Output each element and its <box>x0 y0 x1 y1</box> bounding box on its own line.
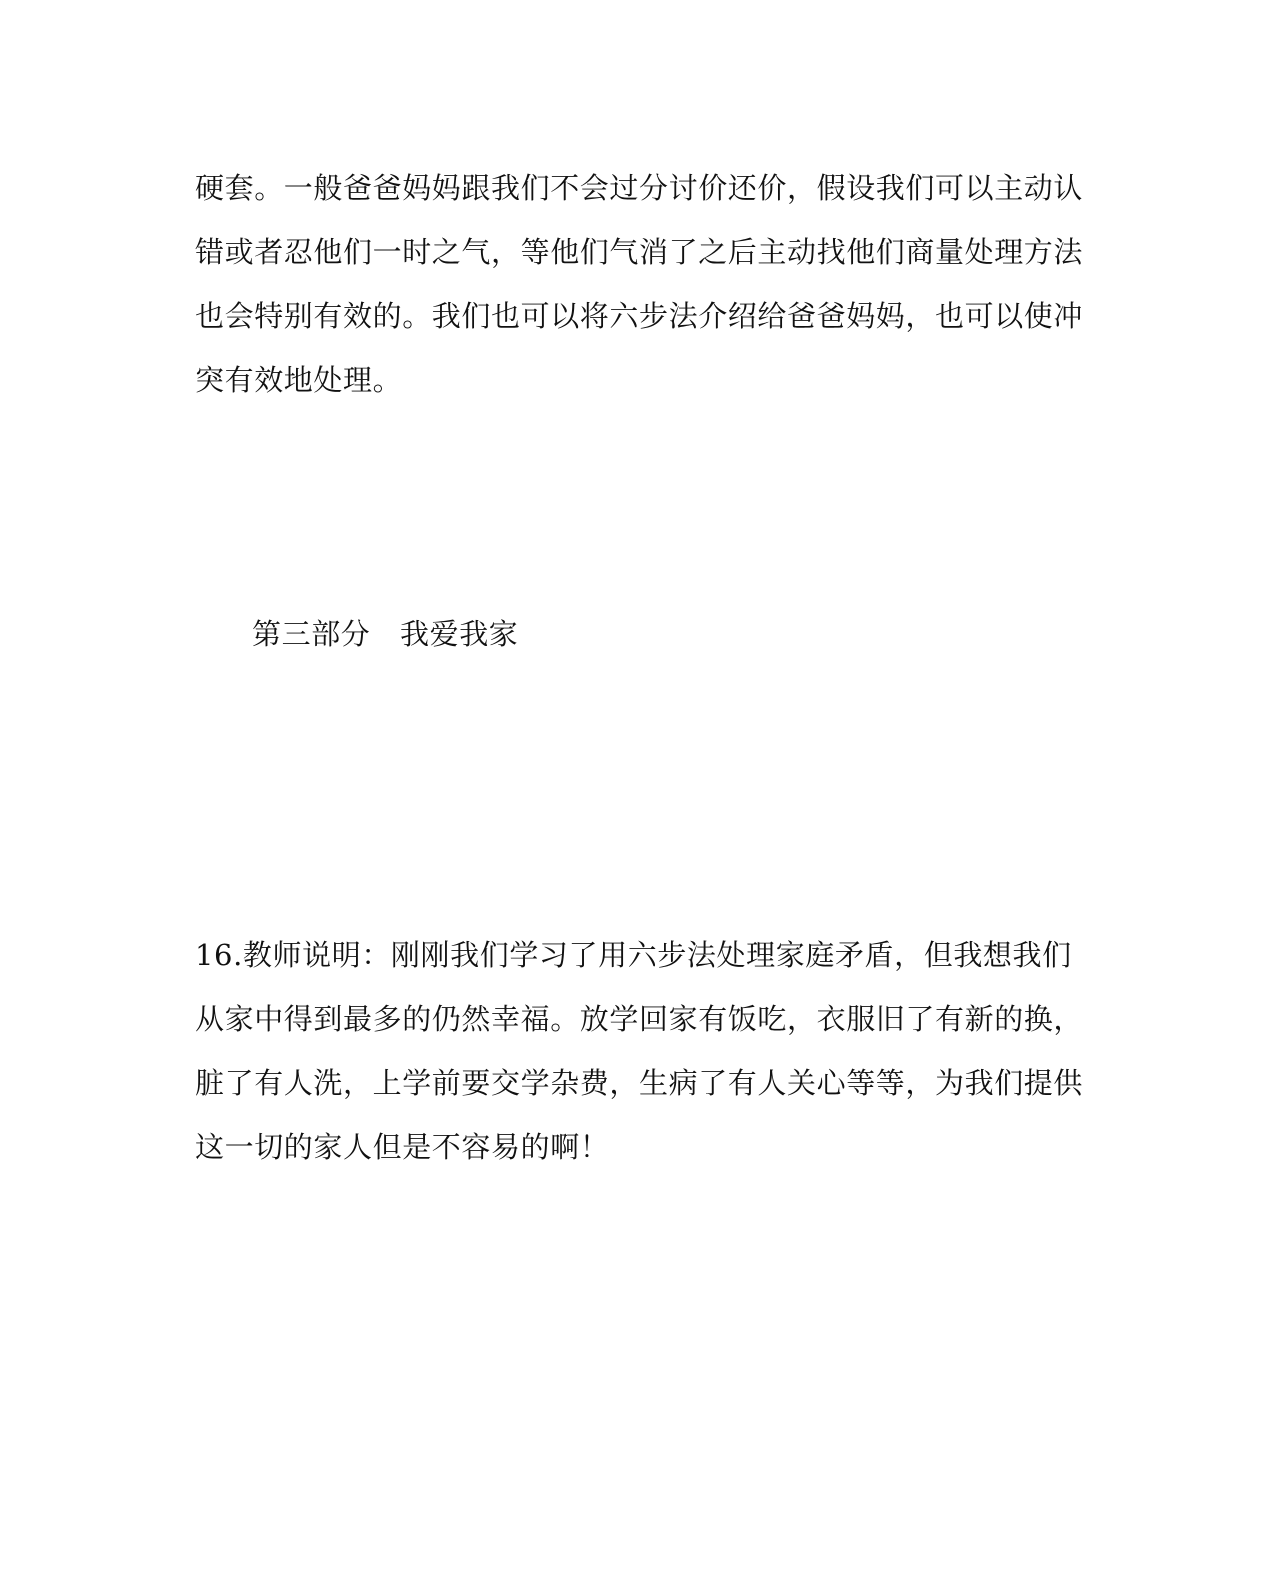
section-heading: 第三部分 我爱我家 <box>252 617 519 651</box>
paragraph-line: 硬套。一般爸爸妈妈跟我们不会过分讨价还价，假设我们可以主动认 <box>195 171 1084 205</box>
paragraph-line: 错或者忍他们一时之气，等他们气消了之后主动找他们商量处理方法 <box>195 235 1084 269</box>
paragraph-line: 这一切的家人但是不容易的啊！ <box>195 1130 610 1164</box>
paragraph-line: 从家中得到最多的仍然幸福。放学回家有饭吃，衣服旧了有新的换， <box>195 1002 1084 1036</box>
paragraph-line: 16.教师说明：刚刚我们学习了用六步法处理家庭矛盾，但我想我们 <box>195 938 1072 972</box>
paragraph-line: 脏了有人洗，上学前要交学杂费，生病了有人关心等等，为我们提供 <box>195 1066 1084 1100</box>
paragraph-line: 也会特别有效的。我们也可以将六步法介绍给爸爸妈妈，也可以使冲 <box>195 299 1084 333</box>
paragraph-line: 突有效地处理。 <box>195 363 403 397</box>
